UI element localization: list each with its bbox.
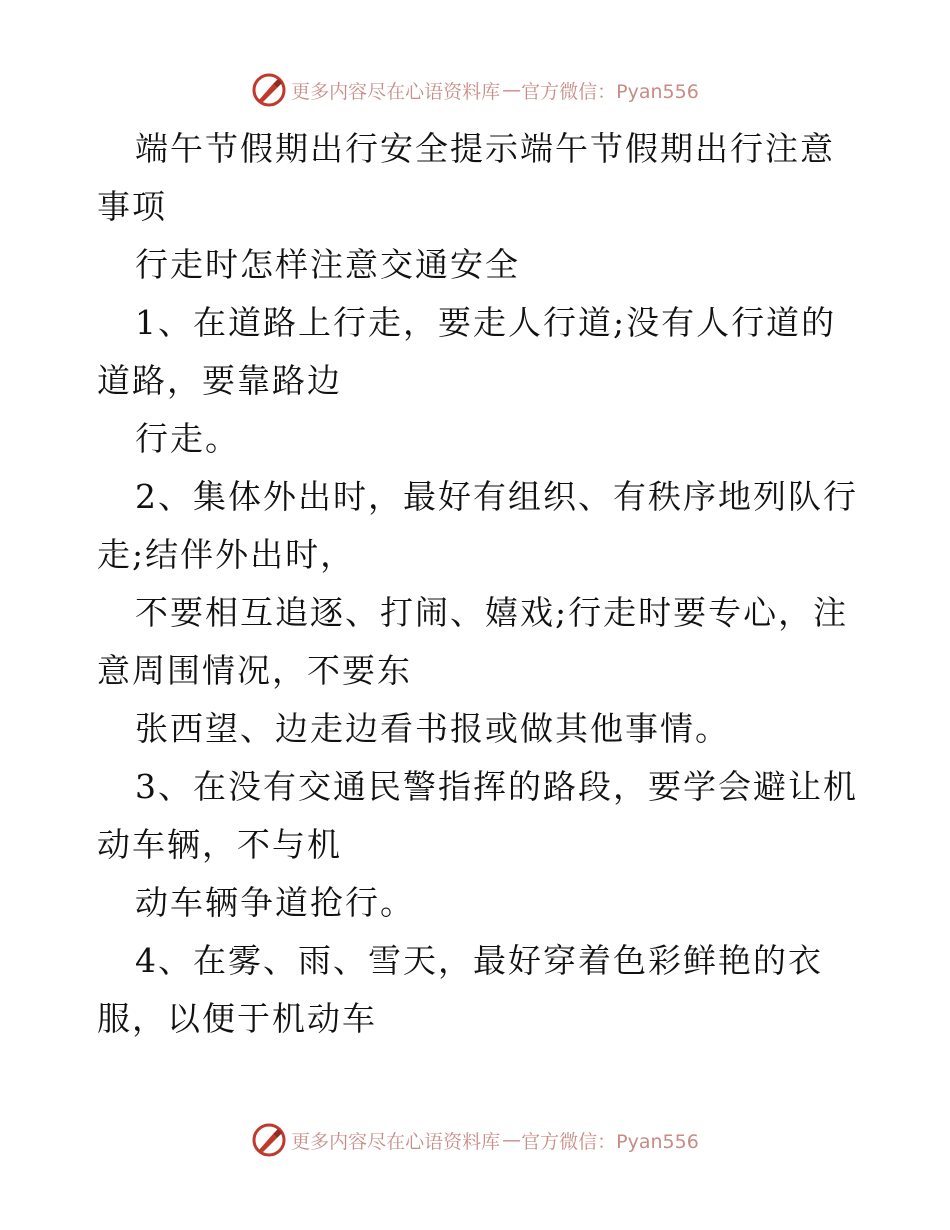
- paragraph: 1、在道路上行走，要走人行道;没有人行道的道路，要靠路边: [97, 303, 837, 400]
- footer-banner: [0, 1120, 950, 1160]
- footer-dash: —: [502, 1129, 520, 1151]
- paragraph: 行走时怎样注意交通安全: [135, 245, 520, 284]
- pen-logo-icon: [251, 1122, 287, 1158]
- footer-site-text: 更多内容尽在心语资料库: [291, 1130, 501, 1153]
- paragraph: 行走。: [135, 419, 240, 458]
- header-site-text: 更多内容尽在心语资料库: [291, 80, 501, 103]
- paragraph: 张西望、边走边看书报或做其他事情。: [135, 709, 730, 748]
- header-banner: [0, 70, 950, 110]
- footer-wechat-text: 官方微信：Pyan556: [521, 1130, 699, 1153]
- paragraph: 端午节假期出行安全提示端午节假期出行注意事项: [97, 129, 835, 226]
- paragraph: 2、集体外出时，最好有组织、有秩序地列队行走;结伴外出时，: [97, 477, 858, 574]
- pen-logo-icon: [251, 72, 287, 108]
- paragraph: 动车辆争道抢行。: [135, 883, 415, 922]
- header-dash: —: [502, 79, 520, 101]
- paragraph: 4、在雾、雨、雪天，最好穿着色彩鲜艳的衣服，以便于机动车: [97, 941, 823, 1038]
- paragraph: 不要相互追逐、打闹、嬉戏;行走时要专心，注意周围情况，不要东: [97, 593, 849, 690]
- header-wechat-text: 官方微信：Pyan556: [521, 80, 699, 103]
- document-body: [97, 120, 867, 1048]
- paragraph: 3、在没有交通民警指挥的路段，要学会避让机动车辆，不与机: [97, 767, 858, 864]
